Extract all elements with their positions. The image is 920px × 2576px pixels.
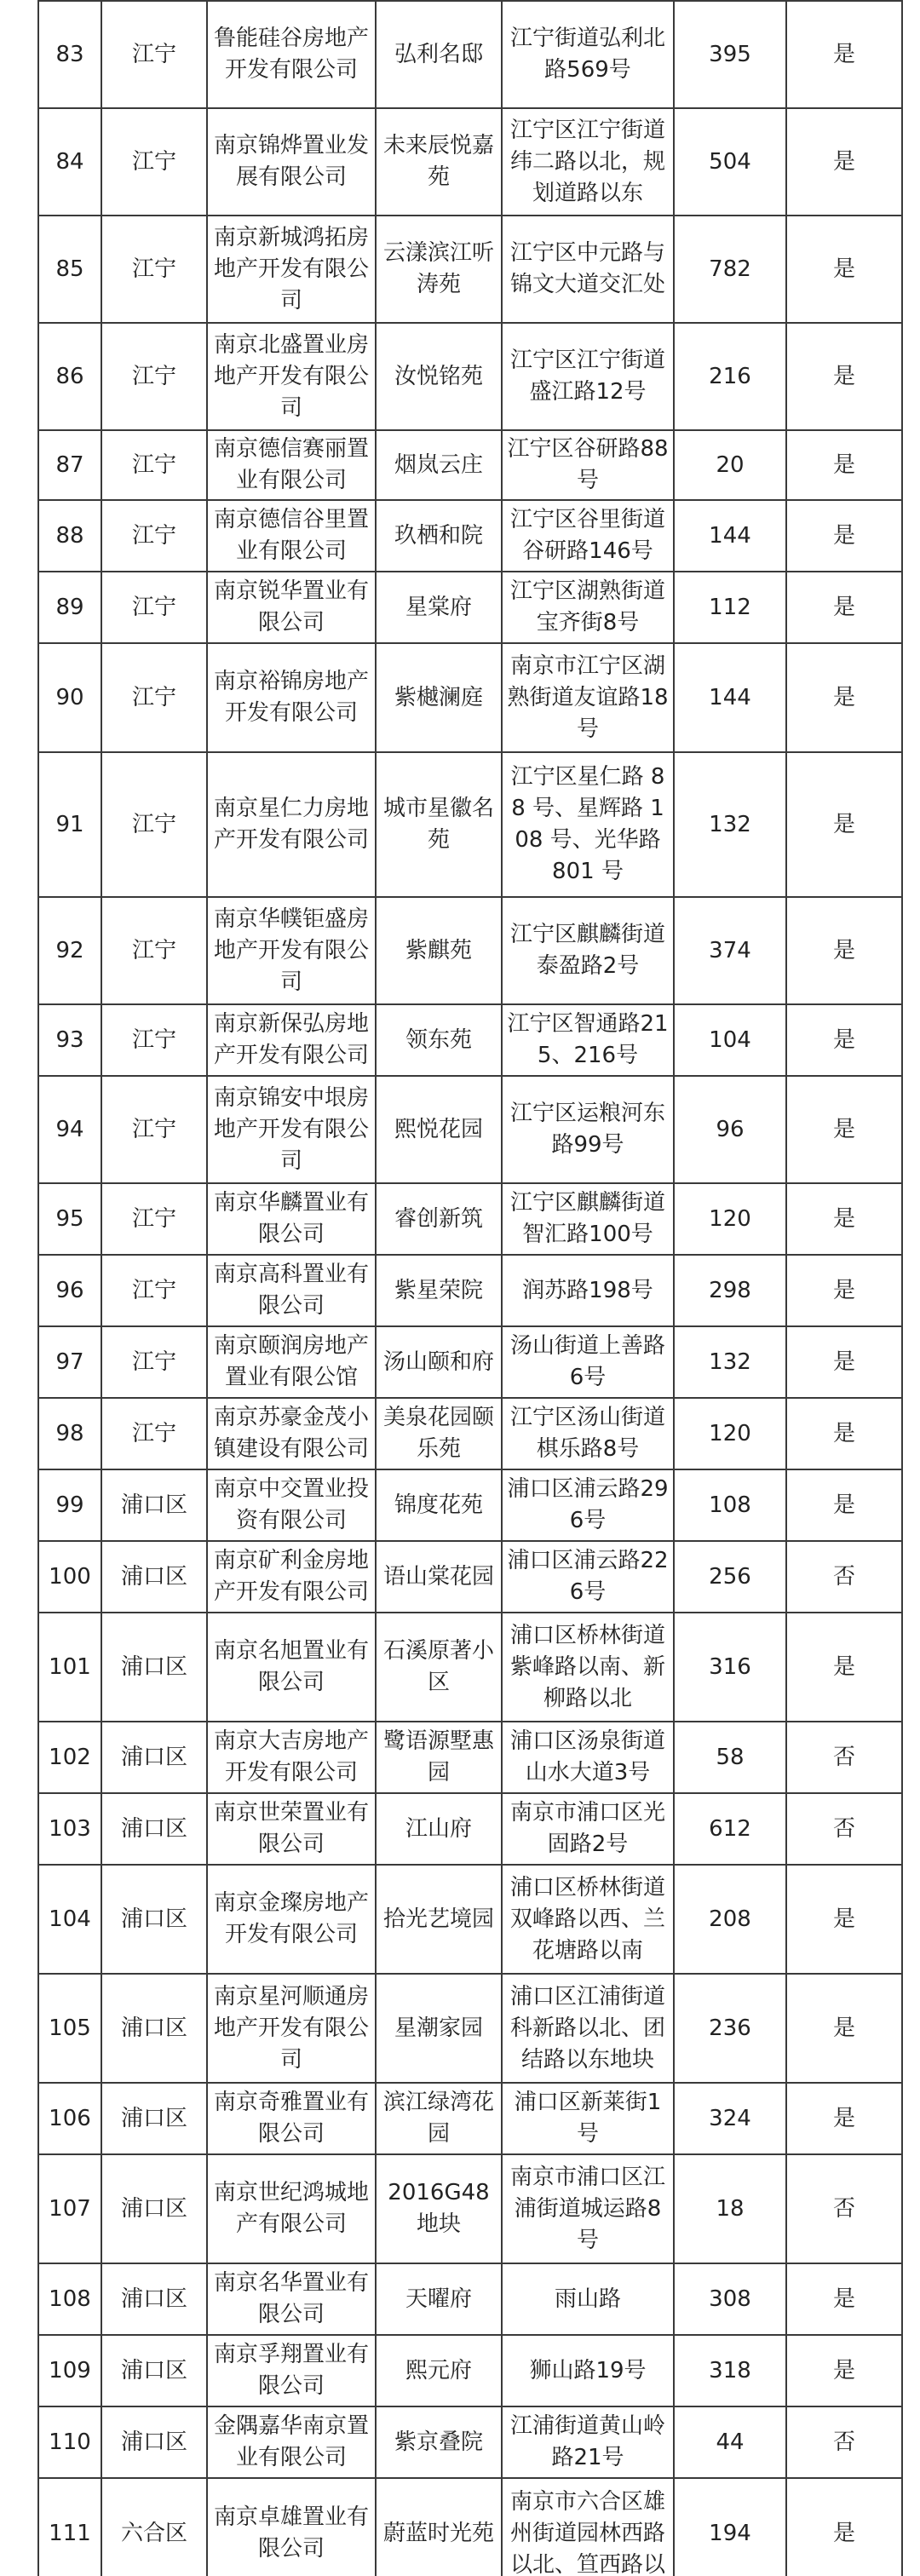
project-name-cell: 蔚蓝时光苑	[376, 2478, 502, 2576]
table-row	[38, 2406, 902, 2478]
status-cell: 否	[786, 2154, 902, 2263]
project-name-cell: 熙元府	[376, 2335, 502, 2406]
table-row	[38, 216, 902, 323]
status-cell: 是	[786, 1076, 902, 1183]
project-name-cell: 美泉花园颐乐苑	[376, 1398, 502, 1469]
row-number-cell: 106	[38, 2083, 101, 2154]
district-cell: 江宁	[101, 1255, 207, 1326]
district-cell: 江宁	[101, 1398, 207, 1469]
table-row	[38, 1974, 902, 2083]
project-name-cell: 星潮家园	[376, 1974, 502, 2083]
address-cell: 江宁区江宁街道纬二路以北，规划道路以东	[502, 108, 674, 216]
developer-cell: 南京世纪鸿城地产有限公司	[207, 2154, 376, 2263]
unit-count-cell: 298	[674, 1255, 786, 1326]
project-name-cell: 江山府	[376, 1793, 502, 1865]
row-number-cell: 100	[38, 1541, 101, 1613]
developer-cell: 南京中交置业投资有限公司	[207, 1469, 376, 1541]
project-name-cell: 天曜府	[376, 2263, 502, 2335]
address-cell: 浦口区桥林街道紫峰路以南、新柳路以北	[502, 1613, 674, 1722]
unit-count-cell: 782	[674, 216, 786, 323]
district-cell: 江宁	[101, 430, 207, 500]
project-name-cell: 锦度花苑	[376, 1469, 502, 1541]
developer-cell: 南京德信赛丽置业有限公司	[207, 430, 376, 500]
unit-count-cell: 18	[674, 2154, 786, 2263]
project-name-cell: 睿创新筑	[376, 1183, 502, 1255]
unit-count-cell: 144	[674, 643, 786, 752]
row-number-cell: 98	[38, 1398, 101, 1469]
developer-cell: 南京华幞钜盛房地产开发有限公司	[207, 897, 376, 1004]
developer-cell: 南京世荣置业有限公司	[207, 1793, 376, 1865]
status-cell: 否	[786, 1722, 902, 1793]
address-cell: 润苏路198号	[502, 1255, 674, 1326]
unit-count-cell: 104	[674, 1004, 786, 1076]
project-name-cell: 紫樾澜庭	[376, 643, 502, 752]
developer-cell: 南京北盛置业房地产开发有限公司	[207, 323, 376, 430]
unit-count-cell: 324	[674, 2083, 786, 2154]
developer-cell: 南京卓雄置业有限公司	[207, 2478, 376, 2576]
status-cell: 是	[786, 1398, 902, 1469]
project-name-cell: 紫星荣院	[376, 1255, 502, 1326]
address-cell: 南京市浦口区江浦街道城运路8号	[502, 2154, 674, 2263]
table-row	[38, 1, 902, 108]
district-cell: 江宁	[101, 752, 207, 897]
table-row	[38, 2263, 902, 2335]
project-name-cell: 汤山颐和府	[376, 1326, 502, 1398]
status-cell: 是	[786, 572, 902, 643]
table-row	[38, 430, 902, 500]
status-cell: 是	[786, 2478, 902, 2576]
unit-count-cell: 216	[674, 323, 786, 430]
project-name-cell: 云漾滨江听涛苑	[376, 216, 502, 323]
address-cell: 浦口区浦云路296号	[502, 1469, 674, 1541]
district-cell: 浦口区	[101, 2154, 207, 2263]
row-number-cell: 85	[38, 216, 101, 323]
table-row	[38, 897, 902, 1004]
table-row	[38, 2083, 902, 2154]
address-cell: 南京市六合区雄州街道园林西路以北、笪西路以	[502, 2478, 674, 2576]
status-cell: 是	[786, 2335, 902, 2406]
address-cell: 江宁区汤山街道棋乐路8号	[502, 1398, 674, 1469]
table-row	[38, 1541, 902, 1613]
developer-cell: 南京奇雅置业有限公司	[207, 2083, 376, 2154]
district-cell: 浦口区	[101, 1974, 207, 2083]
status-cell: 是	[786, 643, 902, 752]
district-cell: 浦口区	[101, 1793, 207, 1865]
row-number-cell: 94	[38, 1076, 101, 1183]
row-number-cell: 105	[38, 1974, 101, 2083]
district-cell: 浦口区	[101, 2335, 207, 2406]
row-number-cell: 101	[38, 1613, 101, 1722]
developer-cell: 南京锦安中垠房地产开发有限公司	[207, 1076, 376, 1183]
district-cell: 浦口区	[101, 1469, 207, 1541]
address-cell: 南京市江宁区湖熟街道友谊路18号	[502, 643, 674, 752]
developer-cell: 南京星河顺通房地产开发有限公司	[207, 1974, 376, 2083]
table-row	[38, 1793, 902, 1865]
unit-count-cell: 316	[674, 1613, 786, 1722]
developer-cell: 南京金璨房地产开发有限公司	[207, 1865, 376, 1974]
status-cell: 是	[786, 323, 902, 430]
row-number-cell: 110	[38, 2406, 101, 2478]
unit-count-cell: 58	[674, 1722, 786, 1793]
status-cell: 是	[786, 1255, 902, 1326]
address-cell: 江宁街道弘利北路569号	[502, 1, 674, 108]
row-number-cell: 99	[38, 1469, 101, 1541]
unit-count-cell: 504	[674, 108, 786, 216]
project-name-cell: 未来辰悦嘉苑	[376, 108, 502, 216]
developer-cell: 南京名旭置业有限公司	[207, 1613, 376, 1722]
district-cell: 江宁	[101, 1326, 207, 1398]
developer-cell: 南京颐润房地产置业有限公馆	[207, 1326, 376, 1398]
row-number-cell: 104	[38, 1865, 101, 1974]
table-row	[38, 1004, 902, 1076]
district-cell: 六合区	[101, 2478, 207, 2576]
table-row	[38, 1255, 902, 1326]
table-row	[38, 1865, 902, 1974]
project-name-cell: 星棠府	[376, 572, 502, 643]
table-row	[38, 2335, 902, 2406]
unit-count-cell: 132	[674, 752, 786, 897]
status-cell: 是	[786, 1004, 902, 1076]
developer-cell: 南京裕锦房地产开发有限公司	[207, 643, 376, 752]
project-name-cell: 紫京叠院	[376, 2406, 502, 2478]
status-cell: 是	[786, 1326, 902, 1398]
table-row	[38, 1469, 902, 1541]
project-name-cell: 滨江绿湾花园	[376, 2083, 502, 2154]
address-cell: 江宁区谷里街道谷研路146号	[502, 500, 674, 572]
row-number-cell: 103	[38, 1793, 101, 1865]
developer-cell: 南京大吉房地产开发有限公司	[207, 1722, 376, 1793]
developer-cell: 南京德信谷里置业有限公司	[207, 500, 376, 572]
table-row	[38, 1722, 902, 1793]
developer-cell: 南京名华置业有限公司	[207, 2263, 376, 2335]
developer-cell: 南京苏豪金茂小镇建设有限公司	[207, 1398, 376, 1469]
unit-count-cell: 20	[674, 430, 786, 500]
row-number-cell: 92	[38, 897, 101, 1004]
project-name-cell: 玖栖和院	[376, 500, 502, 572]
project-name-cell: 熙悦花园	[376, 1076, 502, 1183]
table-row	[38, 1326, 902, 1398]
row-number-cell: 111	[38, 2478, 101, 2576]
project-name-cell: 鹭语源墅惠园	[376, 1722, 502, 1793]
table-row	[38, 1398, 902, 1469]
address-cell: 浦口区浦云路226号	[502, 1541, 674, 1613]
unit-count-cell: 44	[674, 2406, 786, 2478]
row-number-cell: 97	[38, 1326, 101, 1398]
row-number-cell: 102	[38, 1722, 101, 1793]
row-number-cell: 86	[38, 323, 101, 430]
district-cell: 江宁	[101, 897, 207, 1004]
address-cell: 雨山路	[502, 2263, 674, 2335]
address-cell: 浦口区江浦街道科新路以北、团结路以东地块	[502, 1974, 674, 2083]
developer-cell: 南京新城鸿拓房地产开发有限公司	[207, 216, 376, 323]
project-name-cell: 紫麒苑	[376, 897, 502, 1004]
table-body	[38, 0, 902, 2576]
row-number-cell: 108	[38, 2263, 101, 2335]
district-cell: 江宁	[101, 643, 207, 752]
project-name-cell: 石溪原著小区	[376, 1613, 502, 1722]
address-cell: 江宁区星仁路 88 号、星辉路 108 号、光华路 801 号	[502, 752, 674, 897]
project-name-cell: 城市星徽名苑	[376, 752, 502, 897]
row-number-cell: 96	[38, 1255, 101, 1326]
district-cell: 浦口区	[101, 2263, 207, 2335]
district-cell: 江宁	[101, 1, 207, 108]
district-cell: 浦口区	[101, 2406, 207, 2478]
status-cell: 是	[786, 1974, 902, 2083]
project-name-cell: 领东苑	[376, 1004, 502, 1076]
status-cell: 是	[786, 216, 902, 323]
address-cell: 汤山街道上善路6号	[502, 1326, 674, 1398]
status-cell: 否	[786, 1541, 902, 1613]
unit-count-cell: 374	[674, 897, 786, 1004]
table-row	[38, 643, 902, 752]
table-row	[38, 1613, 902, 1722]
address-cell: 江浦街道黄山岭路21号	[502, 2406, 674, 2478]
project-name-cell: 拾光艺境园	[376, 1865, 502, 1974]
address-cell: 江宁区中元路与锦文大道交汇处	[502, 216, 674, 323]
unit-count-cell: 612	[674, 1793, 786, 1865]
status-cell: 是	[786, 897, 902, 1004]
unit-count-cell: 108	[674, 1469, 786, 1541]
unit-count-cell: 194	[674, 2478, 786, 2576]
unit-count-cell: 318	[674, 2335, 786, 2406]
table-row	[38, 2478, 902, 2576]
unit-count-cell: 395	[674, 1, 786, 108]
developer-cell: 鲁能硅谷房地产开发有限公司	[207, 1, 376, 108]
developer-cell: 南京星仁力房地产开发有限公司	[207, 752, 376, 897]
row-number-cell: 84	[38, 108, 101, 216]
project-name-cell: 2016G48地块	[376, 2154, 502, 2263]
district-cell: 江宁	[101, 323, 207, 430]
row-number-cell: 90	[38, 643, 101, 752]
developer-cell: 南京孚翔置业有限公司	[207, 2335, 376, 2406]
unit-count-cell: 208	[674, 1865, 786, 1974]
unit-count-cell: 120	[674, 1398, 786, 1469]
unit-count-cell: 236	[674, 1974, 786, 2083]
project-name-cell: 弘利名邸	[376, 1, 502, 108]
unit-count-cell: 96	[674, 1076, 786, 1183]
project-name-cell: 汝悦铭苑	[376, 323, 502, 430]
unit-count-cell: 132	[674, 1326, 786, 1398]
developer-cell: 南京锦烨置业发展有限公司	[207, 108, 376, 216]
table-row	[38, 572, 902, 643]
address-cell: 南京市浦口区光固路2号	[502, 1793, 674, 1865]
status-cell: 是	[786, 1469, 902, 1541]
status-cell: 否	[786, 2406, 902, 2478]
address-cell: 江宁区麒麟街道泰盈路2号	[502, 897, 674, 1004]
developer-cell: 金隅嘉华南京置业有限公司	[207, 2406, 376, 2478]
table-row	[38, 752, 902, 897]
address-cell: 江宁区麒麟街道智汇路100号	[502, 1183, 674, 1255]
status-cell: 是	[786, 2263, 902, 2335]
address-cell: 江宁区智通路215、216号	[502, 1004, 674, 1076]
address-cell: 江宁区谷研路88号	[502, 430, 674, 500]
district-cell: 江宁	[101, 500, 207, 572]
district-cell: 江宁	[101, 1076, 207, 1183]
table-row	[38, 1076, 902, 1183]
district-cell: 江宁	[101, 1004, 207, 1076]
row-number-cell: 88	[38, 500, 101, 572]
address-cell: 狮山路19号	[502, 2335, 674, 2406]
row-number-cell: 107	[38, 2154, 101, 2263]
status-cell: 是	[786, 1865, 902, 1974]
row-number-cell: 91	[38, 752, 101, 897]
district-cell: 浦口区	[101, 2083, 207, 2154]
table-row	[38, 108, 902, 216]
developer-cell: 南京锐华置业有限公司	[207, 572, 376, 643]
status-cell: 是	[786, 1, 902, 108]
status-cell: 是	[786, 500, 902, 572]
district-cell: 江宁	[101, 216, 207, 323]
district-cell: 江宁	[101, 572, 207, 643]
address-cell: 江宁区湖熟街道宝齐街8号	[502, 572, 674, 643]
unit-count-cell: 308	[674, 2263, 786, 2335]
unit-count-cell: 120	[674, 1183, 786, 1255]
developer-cell: 南京矿利金房地产开发有限公司	[207, 1541, 376, 1613]
district-cell: 浦口区	[101, 1541, 207, 1613]
address-cell: 江宁区江宁街道盛江路12号	[502, 323, 674, 430]
status-cell: 是	[786, 752, 902, 897]
housing-project-table	[37, 0, 903, 2576]
district-cell: 浦口区	[101, 1865, 207, 1974]
address-cell: 浦口区新莱街1号	[502, 2083, 674, 2154]
district-cell: 浦口区	[101, 1613, 207, 1722]
project-name-cell: 烟岚云庄	[376, 430, 502, 500]
status-cell: 是	[786, 430, 902, 500]
table-row	[38, 323, 902, 430]
district-cell: 江宁	[101, 1183, 207, 1255]
row-number-cell: 93	[38, 1004, 101, 1076]
table-row	[38, 500, 902, 572]
row-number-cell: 83	[38, 1, 101, 108]
unit-count-cell: 112	[674, 572, 786, 643]
table-row	[38, 1183, 902, 1255]
row-number-cell: 109	[38, 2335, 101, 2406]
status-cell: 是	[786, 2083, 902, 2154]
district-cell: 江宁	[101, 108, 207, 216]
developer-cell: 南京华麟置业有限公司	[207, 1183, 376, 1255]
developer-cell: 南京高科置业有限公司	[207, 1255, 376, 1326]
address-cell: 浦口区桥林街道双峰路以西、兰花塘路以南	[502, 1865, 674, 1974]
developer-cell: 南京新保弘房地产开发有限公司	[207, 1004, 376, 1076]
row-number-cell: 89	[38, 572, 101, 643]
unit-count-cell: 256	[674, 1541, 786, 1613]
table-row	[38, 2154, 902, 2263]
row-number-cell: 87	[38, 430, 101, 500]
address-cell: 浦口区汤泉街道山水大道3号	[502, 1722, 674, 1793]
address-cell: 江宁区运粮河东路99号	[502, 1076, 674, 1183]
project-name-cell: 语山棠花园	[376, 1541, 502, 1613]
district-cell: 浦口区	[101, 1722, 207, 1793]
row-number-cell: 95	[38, 1183, 101, 1255]
unit-count-cell: 144	[674, 500, 786, 572]
status-cell: 否	[786, 1793, 902, 1865]
status-cell: 是	[786, 1613, 902, 1722]
status-cell: 是	[786, 108, 902, 216]
status-cell: 是	[786, 1183, 902, 1255]
